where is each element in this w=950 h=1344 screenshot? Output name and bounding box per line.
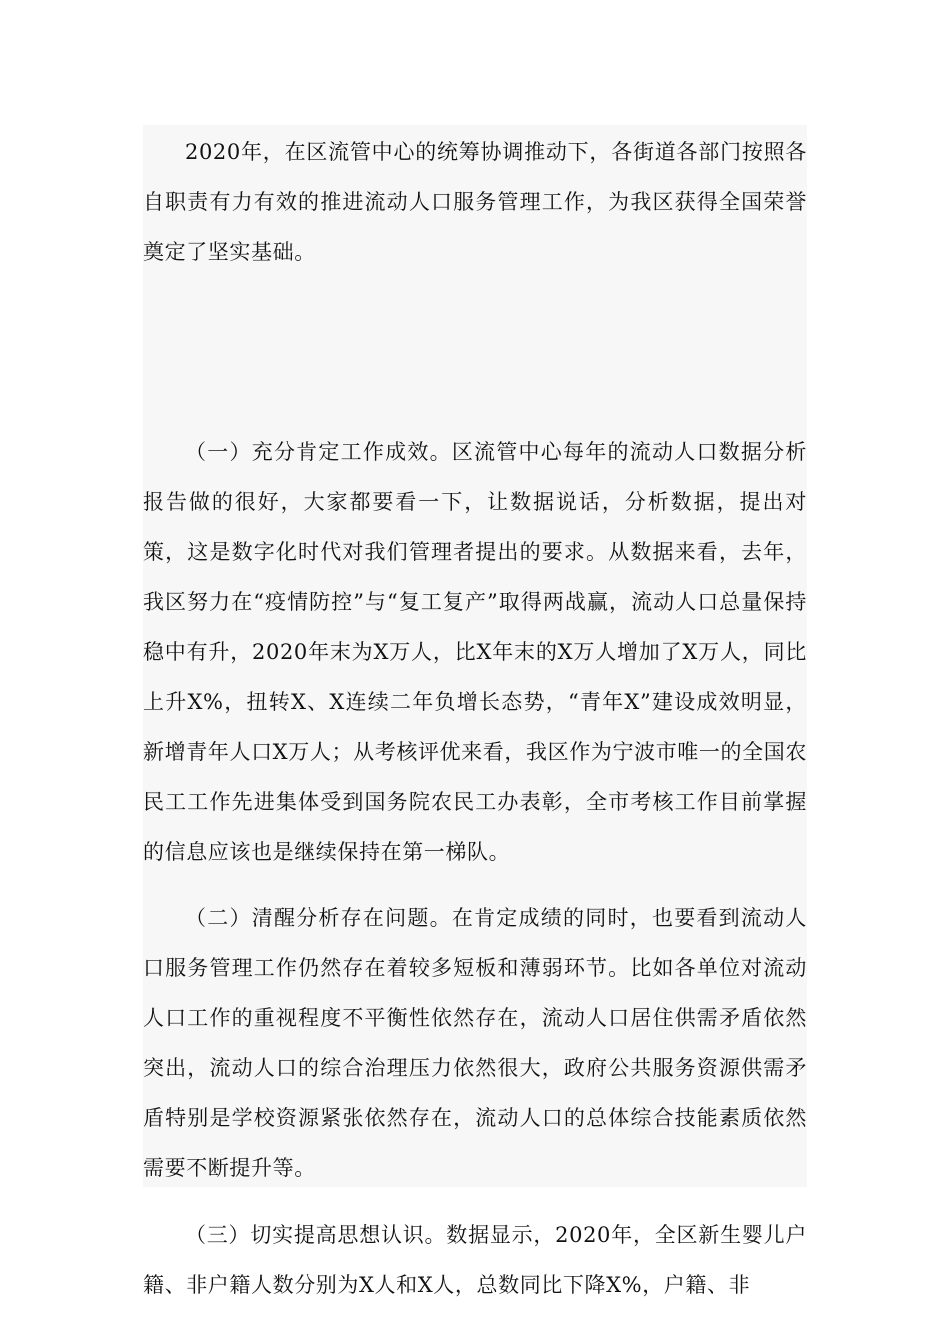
paragraph-section-2: （二）清醒分析存在问题。在肯定成绩的同时，也要看到流动人口服务管理工作仍然存在着较多短板和薄弱环节。比如各单位对流动人口工作的重视程度不平衡性依然存在，流动人口居住供需矛盾依然突出，流动人口的综合治理压力依然很大，政府公共服务资源供需矛盾特别是学校资源紧张依然存在，流动人口的总体综合技能素质依然需要不断提升等。: [143, 906, 807, 1180]
document-text: [143, 125, 807, 1297]
paragraph-section-3: （三）切实提高思想认识。数据显示，2020年，全区新生婴儿户籍、非户籍人数分别为X人和X人，总数同比下降X%，户籍、非: [143, 1223, 807, 1297]
paragraph-section-1: （一）充分肯定工作成效。区流管中心每年的流动人口数据分析报告做的很好，大家都要看一下，让数据说话，分析数据，提出对策，这是数字化时代对我们管理者提出的要求。从数据来看，去年，我区努力在“疫情防控”与“复工复产”取得两战赢，流动人口总量保持稳中有升，2020年末为X万人，比X年末的X万人增加了X万人，同比上升X%，扭转X、X连续二年负增长态势，“青年X”建设成效明显，新增青年人口X万人；从考核评优来看，我区作为宁波市唯一的全国农民工工作先进集体受到国务院农民工办表彰，全市考核工作目前掌握的信息应该也是继续保持在第一梯队。: [143, 440, 807, 864]
paragraph-intro: 2020年，在区流管中心的统筹协调推动下，各街道各部门按照各自职责有力有效的推进流动人口服务管理工作，为我区获得全国荣誉奠定了坚实基础。: [143, 140, 807, 264]
